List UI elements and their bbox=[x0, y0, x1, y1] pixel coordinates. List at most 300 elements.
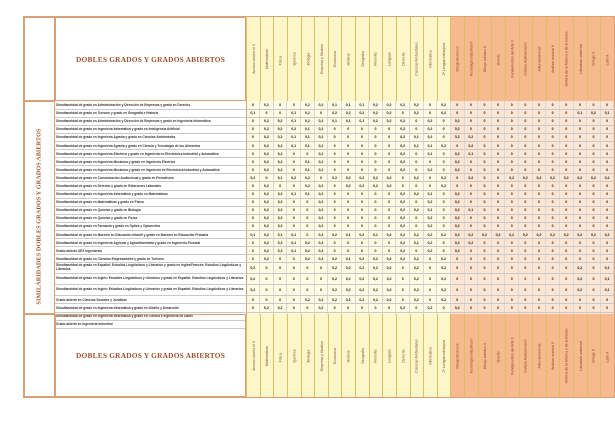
table-cell: 0 bbox=[587, 166, 601, 174]
table-cell: 0,2 bbox=[450, 222, 464, 230]
row-label: Simultaneidad de grado en Ingeniería Informática y grado en Inteligencia Artificial bbox=[55, 125, 246, 133]
table-row bbox=[55, 206, 614, 214]
table-cell: 0 bbox=[600, 222, 614, 230]
table-cell: 0 bbox=[478, 133, 492, 141]
table-cell: 0 bbox=[505, 285, 519, 296]
table-cell: 0,1 bbox=[328, 101, 342, 109]
table-cell: 0 bbox=[587, 263, 601, 274]
table-cell: 0,2 bbox=[450, 231, 464, 239]
table-cell: 0 bbox=[532, 182, 546, 190]
table-cell: 0,2 bbox=[546, 231, 560, 239]
data-table bbox=[55, 101, 614, 329]
table-cell: 0,2 bbox=[314, 190, 328, 198]
table-cell: 0,2 bbox=[532, 231, 546, 239]
table-cell: 0 bbox=[532, 125, 546, 133]
table-cell: 0 bbox=[519, 255, 533, 263]
table-cell: 0 bbox=[546, 296, 560, 304]
table-cell: 0 bbox=[559, 255, 573, 263]
table-cell: 0,2 bbox=[450, 117, 464, 125]
table-cell: 0 bbox=[246, 214, 260, 222]
table-cell: 0,1 bbox=[301, 166, 315, 174]
row-label: Simultaneidad de grado en Comunicación Audiovisual y grado en Periodismo bbox=[55, 174, 246, 182]
table-cell: 0 bbox=[328, 304, 342, 312]
table-cell: 0 bbox=[260, 109, 274, 117]
row-label: Grado abierto UEX Ingenierías bbox=[55, 247, 246, 255]
table-cell: 0,2 bbox=[437, 182, 451, 190]
table-cell: 0 bbox=[369, 239, 383, 247]
header-col-13 bbox=[410, 17, 424, 101]
table-cell: 0 bbox=[478, 274, 492, 285]
header-col-16 bbox=[450, 17, 464, 101]
table-row bbox=[55, 239, 614, 247]
table-row bbox=[55, 304, 614, 312]
table-cell: 0,2 bbox=[260, 239, 274, 247]
footer-col-label: Informática bbox=[428, 346, 433, 365]
table-cell: 0 bbox=[246, 141, 260, 149]
table-cell: 0 bbox=[382, 133, 396, 141]
header-col-label: Historia de la Música y de la Danza bbox=[564, 31, 569, 87]
row-label: Simultaneidad de grado en Ingeniería Agraria y grado en Ciencia y Tecnología de los Alimentos bbox=[55, 141, 246, 149]
footer-col-20 bbox=[505, 314, 519, 397]
table-cell: 0 bbox=[369, 141, 383, 149]
table-cell: 0 bbox=[532, 296, 546, 304]
table-cell: 0 bbox=[532, 304, 546, 312]
table-row bbox=[55, 222, 614, 230]
table-cell: 0 bbox=[532, 190, 546, 198]
table-cell: 0 bbox=[546, 214, 560, 222]
table-cell: 0 bbox=[382, 247, 396, 255]
table-cell: 0 bbox=[532, 274, 546, 285]
table-cell: 0,2 bbox=[328, 296, 342, 304]
table-cell: 0 bbox=[341, 222, 355, 230]
table-cell: 0 bbox=[478, 285, 492, 296]
table-cell: 0,2 bbox=[355, 109, 369, 117]
footer-col-label: Física bbox=[278, 352, 283, 362]
table-cell: 0 bbox=[464, 255, 478, 263]
header-col-label: Filosofía bbox=[373, 52, 378, 66]
table-cell: 0 bbox=[437, 214, 451, 222]
table-cell: 0,2 bbox=[314, 239, 328, 247]
table-cell: 0,1 bbox=[287, 239, 301, 247]
table-cell: 0 bbox=[559, 263, 573, 274]
table-cell: 0,1 bbox=[600, 285, 614, 296]
table-cell: 0 bbox=[355, 158, 369, 166]
table-cell: 0 bbox=[464, 190, 478, 198]
table-cell: 0 bbox=[505, 274, 519, 285]
table-cell: 0,1 bbox=[287, 190, 301, 198]
table-cell: 0 bbox=[559, 285, 573, 296]
table-cell: 0,2 bbox=[382, 274, 396, 285]
table-row bbox=[55, 255, 614, 263]
table-cell: 0 bbox=[328, 206, 342, 214]
table-cell: 0,1 bbox=[301, 133, 315, 141]
table-cell: 0 bbox=[478, 214, 492, 222]
table-cell: 0 bbox=[287, 150, 301, 158]
table-cell: 0,2 bbox=[450, 190, 464, 198]
table-cell: 0 bbox=[559, 158, 573, 166]
table-cell: 0 bbox=[505, 247, 519, 255]
table-cell: 0 bbox=[587, 158, 601, 166]
table-cell: 0 bbox=[491, 214, 505, 222]
table-cell: 0 bbox=[559, 166, 573, 174]
table-cell: 0 bbox=[546, 133, 560, 141]
table-cell: 0 bbox=[246, 247, 260, 255]
table-cell: 0,2 bbox=[382, 296, 396, 304]
table-cell: 0,2 bbox=[260, 101, 274, 109]
footer-col-16 bbox=[450, 314, 464, 397]
table-cell: 0 bbox=[246, 166, 260, 174]
table-cell: 0 bbox=[491, 158, 505, 166]
table-cell: 0 bbox=[355, 247, 369, 255]
table-cell: 0 bbox=[491, 206, 505, 214]
table-cell: 0,2 bbox=[301, 101, 315, 109]
table-cell: 0 bbox=[559, 198, 573, 206]
table-cell: 0,2 bbox=[423, 133, 437, 141]
table-cell: 0,2 bbox=[437, 255, 451, 263]
footer-col-11 bbox=[382, 314, 396, 397]
table-cell: 0 bbox=[382, 239, 396, 247]
table-cell: 0 bbox=[410, 117, 424, 125]
table-cell: 0 bbox=[600, 206, 614, 214]
table-cell: 0 bbox=[491, 174, 505, 182]
table-cell: 0 bbox=[410, 182, 424, 190]
table-cell: 0 bbox=[437, 239, 451, 247]
table-cell: 0 bbox=[491, 150, 505, 158]
table-cell: 0 bbox=[355, 222, 369, 230]
table-cell: 0,1 bbox=[301, 125, 315, 133]
header-title: DOBLES GRADOS Y GRADOS ABIERTOS bbox=[76, 54, 225, 64]
table-cell: 0 bbox=[396, 274, 410, 285]
footer-col-23 bbox=[546, 314, 560, 397]
table-cell: 0 bbox=[532, 222, 546, 230]
table-cell: 0 bbox=[532, 198, 546, 206]
table-cell: 0,2 bbox=[273, 239, 287, 247]
table-cell: 0,2 bbox=[396, 158, 410, 166]
table-cell: 0,2 bbox=[273, 133, 287, 141]
table-cell: 0 bbox=[301, 274, 315, 285]
table-cell: 0,2 bbox=[301, 109, 315, 117]
table-cell: 0 bbox=[519, 274, 533, 285]
header-col-label: Acceso con/en el 3 bbox=[251, 44, 256, 74]
table-cell: 0,2 bbox=[341, 174, 355, 182]
table-cell: 0 bbox=[505, 117, 519, 125]
table-cell: 0 bbox=[314, 174, 328, 182]
table-cell: 0 bbox=[491, 182, 505, 190]
footer-col-label: Geografía bbox=[360, 347, 365, 364]
table-cell: 0,2 bbox=[341, 274, 355, 285]
table-cell: 0,2 bbox=[260, 150, 274, 158]
table-cell: 0 bbox=[464, 158, 478, 166]
header-col-3 bbox=[273, 17, 287, 101]
table-cell: 0 bbox=[519, 182, 533, 190]
table-cell: 0,2 bbox=[260, 304, 274, 312]
row-label: Simultaneidad de grado en Derecho y grado en Relaciones Laborales bbox=[55, 182, 246, 190]
table-cell: 0,2 bbox=[396, 239, 410, 247]
table-cell: 0 bbox=[314, 109, 328, 117]
header-col-label: Física bbox=[278, 55, 283, 66]
header-col-27 bbox=[600, 17, 614, 101]
side-blank-bottom bbox=[24, 314, 55, 397]
table-cell: 0,2 bbox=[423, 222, 437, 230]
table-cell: 0,2 bbox=[260, 125, 274, 133]
table-cell: 0 bbox=[519, 109, 533, 117]
footer-col-27 bbox=[600, 314, 614, 397]
table-cell: 0,1 bbox=[246, 231, 260, 239]
table-cell: 0 bbox=[355, 141, 369, 149]
table-cell: 0,2 bbox=[410, 109, 424, 117]
table-cell: 0 bbox=[246, 190, 260, 198]
table-cell: 0,2 bbox=[587, 109, 601, 117]
table-cell: 0,1 bbox=[573, 109, 587, 117]
header-col-label: Cultura Audiovisual II bbox=[523, 42, 528, 76]
header-col-label: Literatura universal bbox=[578, 44, 583, 74]
table-cell: 0 bbox=[559, 239, 573, 247]
table-cell: 0 bbox=[546, 304, 560, 312]
table-cell: 0 bbox=[587, 296, 601, 304]
table-cell: 0 bbox=[287, 255, 301, 263]
table-cell: 0 bbox=[301, 198, 315, 206]
table-cell: 0,1 bbox=[246, 109, 260, 117]
table-cell: 0 bbox=[491, 263, 505, 274]
table-cell: 0 bbox=[532, 117, 546, 125]
footer-col-label: 2ª Lengua extranjera bbox=[442, 339, 447, 372]
table-cell: 0 bbox=[559, 141, 573, 149]
table-cell: 0 bbox=[546, 222, 560, 230]
table-cell: 0,2 bbox=[260, 198, 274, 206]
header-col-26 bbox=[587, 17, 601, 101]
footer-title: DOBLES GRADOS Y GRADOS ABIERTOS bbox=[76, 351, 225, 360]
table-cell: 0 bbox=[546, 125, 560, 133]
table-cell: 0 bbox=[328, 158, 342, 166]
table-cell: 0 bbox=[287, 214, 301, 222]
table-cell: 0 bbox=[301, 206, 315, 214]
table-cell: 0 bbox=[464, 125, 478, 133]
table-row bbox=[55, 174, 614, 182]
table-cell: 0 bbox=[437, 150, 451, 158]
footer-col-13 bbox=[410, 314, 424, 397]
table-cell: 0 bbox=[519, 239, 533, 247]
table-cell: 0,2 bbox=[491, 231, 505, 239]
table-cell: 0,2 bbox=[314, 247, 328, 255]
table-cell: 0 bbox=[328, 150, 342, 158]
table-cell: 0 bbox=[587, 125, 601, 133]
header-col-label: 2ª Lengua extranjera bbox=[442, 42, 447, 76]
table-cell: 0,2 bbox=[437, 141, 451, 149]
table-cell: 0,2 bbox=[301, 247, 315, 255]
table-cell: 0 bbox=[573, 101, 587, 109]
table-cell: 0 bbox=[587, 304, 601, 312]
table-cell: 0,2 bbox=[355, 231, 369, 239]
table-cell: 0,2 bbox=[369, 182, 383, 190]
table-cell: 0,2 bbox=[546, 174, 560, 182]
table-cell: 0 bbox=[287, 158, 301, 166]
table-cell: 0,2 bbox=[273, 247, 287, 255]
footer-col-4 bbox=[287, 314, 301, 397]
table-cell: 0 bbox=[382, 125, 396, 133]
table-cell: 0 bbox=[301, 263, 315, 274]
table-cell: 0 bbox=[382, 150, 396, 158]
table-cell: 0 bbox=[314, 285, 328, 296]
table-cell: 0,2 bbox=[369, 274, 383, 285]
table-cell: 0 bbox=[573, 198, 587, 206]
table-cell: 0,2 bbox=[273, 198, 287, 206]
footer-col-label: Química bbox=[292, 348, 297, 363]
table-cell: 0 bbox=[246, 101, 260, 109]
table-row bbox=[55, 214, 614, 222]
table-cell: 0 bbox=[301, 231, 315, 239]
table-cell: 0 bbox=[260, 285, 274, 296]
table-cell: 0,2 bbox=[410, 231, 424, 239]
table-cell: 0,2 bbox=[396, 247, 410, 255]
table-cell: 0 bbox=[587, 222, 601, 230]
table-cell: 0 bbox=[559, 247, 573, 255]
table-cell: 0 bbox=[587, 182, 601, 190]
table-cell: 0,2 bbox=[382, 285, 396, 296]
table-cell: 0 bbox=[369, 133, 383, 141]
table-cell: 0 bbox=[355, 304, 369, 312]
table-cell: 0 bbox=[559, 125, 573, 133]
table-cell: 0 bbox=[559, 101, 573, 109]
table-cell: 0,2 bbox=[314, 304, 328, 312]
table-cell: 0 bbox=[328, 222, 342, 230]
table-cell: 0 bbox=[246, 304, 260, 312]
table-cell: 0 bbox=[410, 222, 424, 230]
footer-col-label: Empresa y Gestión bbox=[319, 340, 324, 371]
header-col-label: Informática bbox=[428, 50, 433, 68]
table-cell: 0 bbox=[382, 304, 396, 312]
table-cell: 0 bbox=[382, 214, 396, 222]
table-cell: 0,2 bbox=[396, 190, 410, 198]
table-cell: 0,2 bbox=[314, 198, 328, 206]
footer-col-label: Dibujo artístico II bbox=[483, 342, 488, 369]
footer-col-25 bbox=[573, 314, 587, 397]
footer-col-label: Derecho bbox=[401, 348, 406, 363]
header-col-label: Análisis musical II bbox=[551, 45, 556, 73]
footer-col-label: Lenguas bbox=[387, 348, 392, 363]
table-cell: 0,2 bbox=[369, 285, 383, 296]
table-cell: 0 bbox=[273, 101, 287, 109]
header-col-label: Dibujo artístico II bbox=[483, 45, 488, 73]
row-label: Simultaneidad de grado en Ciencias Empresariales y grado en Turismo bbox=[55, 255, 246, 263]
table-cell: 0 bbox=[505, 239, 519, 247]
table-cell: 0,2 bbox=[273, 166, 287, 174]
table-cell: 0 bbox=[573, 190, 587, 198]
table-cell: 0 bbox=[260, 174, 274, 182]
footer-col-9 bbox=[355, 314, 369, 397]
table-cell: 0,2 bbox=[505, 174, 519, 182]
table-cell: 0 bbox=[573, 304, 587, 312]
header-col-label: Biología bbox=[305, 52, 310, 66]
table-cell: 0,2 bbox=[396, 133, 410, 141]
row-label: Simultaneidad de grado en Maestro en Educación Infantil y grado en Maestro en Educación Primaria bbox=[55, 231, 246, 239]
table-cell: 0 bbox=[246, 125, 260, 133]
row-label: Simultaneidad de grado en Administración y Dirección de Empresas y grado en Ingeniería Informática bbox=[55, 117, 246, 125]
table-cell: 0 bbox=[478, 304, 492, 312]
table-cell: 0,2 bbox=[478, 231, 492, 239]
table-cell: 0 bbox=[478, 182, 492, 190]
table-cell: 0,2 bbox=[314, 101, 328, 109]
table-cell: 0,2 bbox=[301, 296, 315, 304]
table-cell: 0 bbox=[464, 109, 478, 117]
table-cell: 0 bbox=[355, 133, 369, 141]
table-cell: 0,2 bbox=[369, 101, 383, 109]
table-cell: 0 bbox=[505, 190, 519, 198]
footer-col-15 bbox=[437, 314, 451, 397]
table-cell: 0 bbox=[519, 304, 533, 312]
footer-col-label: Cultura Audiovisual II bbox=[523, 339, 528, 372]
table-cell: 0 bbox=[328, 247, 342, 255]
table-cell: 0 bbox=[246, 296, 260, 304]
table-cell: 0 bbox=[491, 101, 505, 109]
table-cell: 0 bbox=[532, 206, 546, 214]
table-cell: 0 bbox=[355, 206, 369, 214]
table-cell: 0 bbox=[341, 239, 355, 247]
table-cell: 0,2 bbox=[260, 255, 274, 263]
table-cell: 0,2 bbox=[369, 296, 383, 304]
table-cell: 0,2 bbox=[464, 133, 478, 141]
table-cell: 0 bbox=[464, 117, 478, 125]
table-cell: 0 bbox=[464, 263, 478, 274]
header-col-label: Griego II bbox=[592, 52, 597, 66]
table-cell: 0 bbox=[260, 296, 274, 304]
table-cell: 0,2 bbox=[382, 101, 396, 109]
table-cell: 0,2 bbox=[423, 247, 437, 255]
table-cell: 0 bbox=[369, 158, 383, 166]
table-cell: 0 bbox=[600, 101, 614, 109]
side-label-text: SIMILARIDADES DOBLES GRADOS Y GRADOS ABIERTOS bbox=[35, 127, 43, 305]
table-cell: 0 bbox=[369, 222, 383, 230]
table-cell: 0 bbox=[423, 274, 437, 285]
table-cell: 0 bbox=[396, 263, 410, 274]
table-cell: 0 bbox=[519, 296, 533, 304]
table-cell: 0 bbox=[369, 214, 383, 222]
table-cell: 0 bbox=[573, 117, 587, 125]
table-cell: 0 bbox=[573, 141, 587, 149]
table-cell: 0 bbox=[369, 247, 383, 255]
table-cell: 0 bbox=[396, 182, 410, 190]
table-cell: 0 bbox=[450, 174, 464, 182]
header-col-label: Latín II bbox=[605, 54, 610, 66]
table-cell: 0,2 bbox=[246, 285, 260, 296]
footer-col-label: Ciencias Ambientales bbox=[414, 338, 419, 373]
header-col-14 bbox=[423, 17, 437, 101]
table-cell: 0 bbox=[532, 239, 546, 247]
table-cell: 0 bbox=[546, 206, 560, 214]
table-cell: 0,1 bbox=[301, 141, 315, 149]
table-cell: 0,2 bbox=[587, 174, 601, 182]
header-col-label: Lenguas bbox=[387, 52, 392, 66]
table-cell: 0 bbox=[600, 117, 614, 125]
table-cell: 0 bbox=[341, 198, 355, 206]
table-cell: 0,2 bbox=[410, 274, 424, 285]
table-cell: 0 bbox=[587, 285, 601, 296]
table-cell: 0 bbox=[382, 206, 396, 214]
table-cell: 0 bbox=[587, 150, 601, 158]
table-cell: 0 bbox=[519, 125, 533, 133]
table-cell: 0,2 bbox=[396, 255, 410, 263]
table-cell: 0 bbox=[587, 206, 601, 214]
header-col-4 bbox=[287, 17, 301, 101]
table-cell: 0 bbox=[341, 141, 355, 149]
table-cell: 0 bbox=[410, 198, 424, 206]
row-label: Simultaneidad de grado en Ingeniería Informática y grado en Matemáticas bbox=[55, 190, 246, 198]
table-cell: 0 bbox=[600, 133, 614, 141]
table-cell: 0,2 bbox=[450, 239, 464, 247]
table-cell: 0 bbox=[437, 190, 451, 198]
table-cell: 0 bbox=[423, 285, 437, 296]
table-cell: 0 bbox=[450, 296, 464, 304]
table-cell: 0 bbox=[600, 150, 614, 158]
